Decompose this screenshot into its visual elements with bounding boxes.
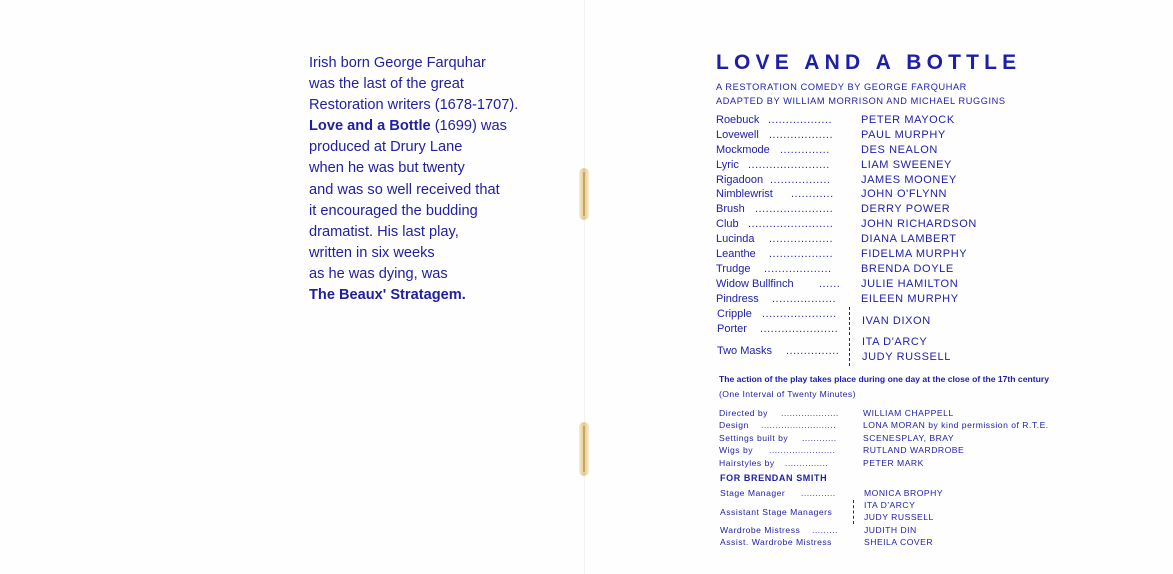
credit-row	[719, 433, 1079, 445]
cast-row	[716, 218, 1016, 233]
cast-dots: ...................	[764, 262, 832, 275]
credit-value: SCENESPLAY, BRAY	[863, 432, 955, 443]
credit-dots: .......................	[769, 445, 836, 456]
credit-role: Hairstyles by	[719, 457, 775, 468]
cast-actor: JULIE HAMILTON	[861, 277, 959, 290]
credit-row	[719, 408, 1079, 420]
intro-line: as he was dying, was	[309, 265, 448, 282]
credit-dots: ...............	[785, 457, 829, 468]
cast-role: Pindress	[716, 292, 759, 305]
credit-role: Settings built by	[719, 432, 789, 443]
cast-role: Widow Bullfinch	[716, 277, 794, 290]
play-date: (1699) was	[430, 118, 507, 135]
cast-actor: JAMES MOONEY	[861, 173, 957, 186]
staff-role: Wardrobe Mistress	[720, 525, 801, 535]
cast-actor: EILEEN MURPHY	[861, 292, 959, 305]
intro-paragraph	[309, 53, 569, 306]
cast-role: Brush	[716, 203, 745, 216]
staff-name: SHEILA COVER	[864, 537, 934, 547]
staff-name: JUDY RUSSELL	[864, 512, 934, 522]
cast-row	[716, 144, 1016, 159]
cast-actor: ITA D'ARCY	[862, 336, 928, 348]
interval-note: (One Interval of Twenty Minutes)	[719, 389, 856, 399]
brace	[849, 338, 851, 366]
cast-role: Trudge	[716, 262, 751, 275]
play-title: LOVE AND A BOTTLE	[716, 51, 1022, 74]
staff-name: JUDITH DIN	[864, 525, 917, 535]
spine-fold	[584, 0, 585, 574]
cast-role: Club	[716, 218, 739, 231]
cast-actor: BRENDA DOYLE	[861, 262, 954, 275]
intro-line: written in six weeks	[309, 244, 435, 261]
cast-dots: ............	[791, 188, 834, 201]
cast-dots: ..................	[768, 114, 833, 126]
intro-line: Restoration writers (1678-1707).	[309, 97, 519, 114]
cast-actor: DERRY POWER	[861, 203, 951, 216]
cast-actor: LIAM SWEENEY	[861, 158, 952, 171]
intro-line: when he was but twenty	[309, 160, 465, 177]
intro-line-last-play	[309, 285, 569, 306]
cast-row	[716, 293, 1016, 308]
staff-name: ITA D'ARCY	[864, 500, 916, 510]
cast-row	[716, 263, 1016, 278]
staff-dots: .........	[812, 525, 838, 535]
cast-dots: .................	[770, 173, 831, 186]
staff-role: Assistant Stage Managers	[720, 507, 833, 517]
intro-line: dramatist. His last play,	[309, 223, 459, 240]
cast-dots: ......................	[760, 323, 839, 335]
cast-actor: JOHN RICHARDSON	[861, 218, 977, 231]
cast-row	[716, 159, 1016, 174]
intro-line: it encouraged the budding	[309, 202, 478, 219]
credit-value: PETER MARK	[863, 457, 924, 468]
play-subtitle: A RESTORATION COMEDY BY GEORGE FARQUHAR	[716, 82, 967, 92]
cast-role: Leanthe	[716, 248, 756, 261]
cast-role: Lucinda	[716, 233, 755, 246]
credit-value: WILLIAM CHAPPELL	[863, 408, 954, 418]
cast-dots: ...............	[786, 345, 840, 357]
cast-dots: ..................	[769, 128, 834, 141]
cast-actor: JOHN O'FLYNN	[861, 188, 948, 201]
cast-role: Mockmode	[716, 143, 770, 156]
credit-dots: ............	[802, 432, 837, 443]
cast-dots: ........................	[748, 218, 834, 231]
intro-line: Irish born George Farquhar	[309, 55, 486, 71]
credit-role: Directed by	[719, 408, 768, 418]
cast-role: Nimblewrist	[716, 188, 773, 201]
cast-row	[716, 114, 1016, 129]
action-note: The action of the play takes place during one day at the close of the 17th century	[719, 374, 1049, 384]
cast-dots: ......................	[755, 203, 834, 216]
cast-role-porter: Porter	[717, 323, 747, 335]
cast-role-two-masks: Two Masks	[717, 345, 773, 357]
cast-dots: .......................	[748, 158, 830, 171]
staff-name: MONICA BROPHY	[864, 488, 944, 498]
staff-role: Stage Manager	[720, 488, 786, 498]
cast-actor: IVAN DIXON	[862, 315, 931, 327]
cast-role: Lyric	[716, 158, 739, 171]
cast-row	[716, 278, 1016, 293]
cast-dots: ..............	[780, 143, 830, 156]
production-credits	[719, 408, 1079, 470]
last-play-title: The Beaux' Stratagem.	[309, 287, 466, 304]
cast-role: Lovewell	[716, 128, 759, 141]
credit-role: Wigs by	[719, 445, 754, 456]
cast-row	[716, 248, 1016, 263]
staple-top	[579, 168, 589, 220]
cast-actor: DIANA LAMBERT	[861, 233, 957, 246]
cast-actor: PAUL MURPHY	[861, 128, 946, 141]
brace	[853, 500, 855, 524]
credit-row	[719, 420, 1079, 432]
intro-line: was the last of the great	[309, 76, 464, 93]
cast-role-cripple: Cripple	[717, 308, 752, 320]
credit-row	[719, 445, 1079, 457]
cast-dots: ..................	[772, 292, 837, 305]
cast-actor: JUDY RUSSELL	[862, 351, 951, 363]
intro-line: produced at Drury Lane	[309, 139, 463, 156]
cast-row	[716, 174, 1016, 189]
cast-role: Roebuck	[716, 114, 760, 126]
credit-row	[719, 458, 1079, 470]
cast-role: Rigadoon	[716, 173, 764, 186]
cast-row	[716, 129, 1016, 144]
credit-value: RUTLAND WARDROBE	[863, 445, 965, 456]
for-brendan-smith: FOR BRENDAN SMITH	[720, 473, 828, 483]
adaptation-credit: ADAPTED BY WILLIAM MORRISON AND MICHAEL RUGGINS	[716, 96, 1006, 106]
staple-bottom	[579, 422, 589, 476]
cast-actor: DES NEALON	[861, 143, 938, 156]
staff-role: Assist. Wardrobe Mistress	[720, 537, 832, 547]
play-title-bold: Love and a Bottle	[309, 118, 431, 135]
credit-value: LONA MORAN by kind permission of R.T.E.	[863, 420, 1049, 431]
cast-row	[716, 203, 1016, 218]
cast-list	[716, 114, 1016, 308]
cast-row	[716, 188, 1016, 203]
staff-dots: ............	[801, 488, 836, 498]
intro-line: and was so well received that	[309, 181, 500, 198]
cast-row	[716, 233, 1016, 248]
cast-dots: ..................	[769, 248, 834, 261]
cast-dots: ..................	[769, 233, 834, 246]
brace	[849, 307, 851, 335]
cast-dots: ......	[819, 277, 841, 290]
intro-line-play-title	[309, 116, 569, 137]
credit-dots: ..........................	[761, 420, 837, 431]
credit-role: Design	[719, 420, 749, 431]
cast-dots: .....................	[762, 308, 837, 320]
cast-actor: PETER MAYOCK	[861, 114, 955, 126]
cast-actor: FIDELMA MURPHY	[861, 248, 968, 261]
credit-dots: ....................	[781, 408, 839, 418]
